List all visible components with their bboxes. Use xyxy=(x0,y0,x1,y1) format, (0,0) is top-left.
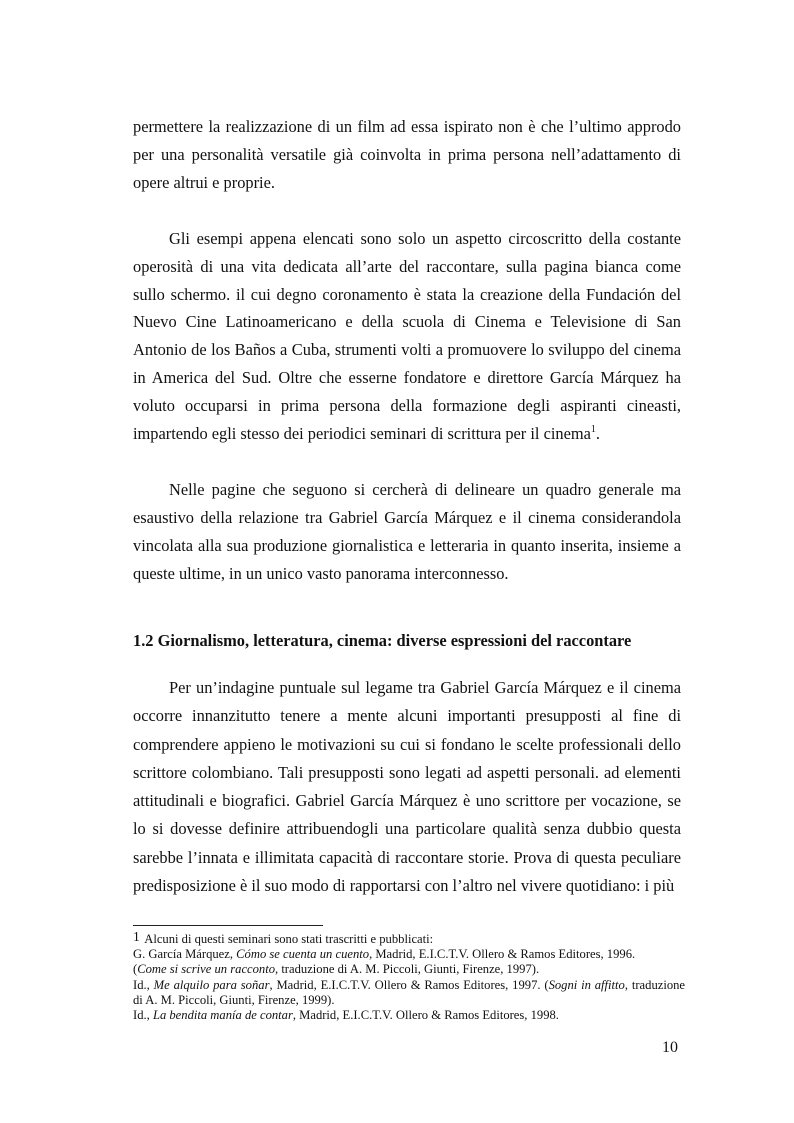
entry-1-title: Cómo se cuenta un cuento xyxy=(236,947,370,962)
footnote-entry-1 xyxy=(133,947,685,977)
entry-2-publication: , Madrid, E.I.C.T.V. Ollero & Ramos Editores, 1997. ( xyxy=(269,977,549,992)
entry-3-author: Id., xyxy=(133,1008,153,1023)
entry-1-open: ( xyxy=(133,962,138,977)
paragraph-continued: permettere la realizzazione di un film ad essa ispirato non è che l’ultimo approdo per una personalità versatile già coinvolta in prima persona nell’adattamento di opere altrui e proprie. xyxy=(133,117,681,192)
footnote-entry-3 xyxy=(133,1008,685,1023)
entry-2-author: Id., xyxy=(133,977,154,992)
section-heading: 1.2 Giornalismo, letteratura, cinema: diverse espressioni del raccontare xyxy=(133,631,632,650)
footnote-marker[interactable]: 1 xyxy=(590,424,596,436)
footnote-number: 1 xyxy=(133,929,140,944)
footnotes xyxy=(133,929,685,1023)
page-number: 10 xyxy=(662,1039,678,1056)
entry-1-author: G. García Márquez, xyxy=(133,947,237,962)
entry-2-translation-info: , traduzione di A. M. Piccoli, Giunti, Firenze, 1999). xyxy=(133,977,686,1007)
entry-3-publication: , Madrid, E.I.C.T.V. Ollero & Ramos Editores, 1998. xyxy=(292,1008,559,1023)
entry-2-title: Me alquilo para soñar xyxy=(153,977,270,992)
paragraph-seminars-end: . xyxy=(595,424,600,444)
footnote-entry-2 xyxy=(133,978,685,1008)
paragraph-seminars-text: Gli esempi appena elencati sono solo un aspetto circoscritto della costante operosità di una vita dedicata all’arte del raccontare, sulla pagina bianca come sullo schermo. il cui degno coronamento è stata la creazione della Fundación del Nuevo Cine Latinoamericano e della scuola di Cinema e Televisione di San Antonio de los Baños a Cuba, strumenti volti a promuovere lo sviluppo del cinema in America del Sud. Oltre che esserne fondatore e direttore García Márquez ha voluto occuparsi in prima persona della formazione degli aspiranti cineasti, impartendo egli stesso dei periodici seminari di scrittura per il cinema xyxy=(133,228,681,444)
entry-3-title: La bendita manía de contar xyxy=(152,1008,293,1023)
entry-2-translation-title: Sogni in affitto xyxy=(548,977,625,992)
footnote-intro xyxy=(133,929,685,947)
entry-1-translation-info: , traduzione di A. M. Piccoli, Giunti, Firenze, 1997). xyxy=(275,962,540,977)
footnote-intro-text: Alcuni di questi seminari sono stati trascritti e pubblicati: xyxy=(144,932,434,946)
body-text-block xyxy=(133,113,681,588)
paragraph-section-intro: Per un’indagine puntuale sul legame tra Gabriel García Márquez e il cinema occorre innanzitutto tenere a mente alcuni importanti presupposti al fine di comprendere appieno le motivazioni su cui si fondano le scelte professionali dello scrittore colombiano. Tali presupposti sono legati ad aspetti personali. ad elementi attitudinali e biografici. Gabriel García Márquez è uno scrittore per vocazione, se lo si dovesse definire attribuendogli una particolare qualità senza dubbio questa sarebbe l’innata e illimitata capacità di raccontare storie. Prova di questa peculiare predisposizione è il suo modo di rapportarsi con l’altro nel vivere quotidiano: i più xyxy=(133,678,681,896)
entry-1-translation-title: Come si scrive un racconto xyxy=(137,962,276,977)
entry-1-publication: , Madrid, E.I.C.T.V. Ollero & Ramos Editores, 1996. xyxy=(369,947,636,962)
footnote-separator xyxy=(133,925,323,926)
section-body xyxy=(133,674,681,900)
paragraph-seminars xyxy=(133,225,681,448)
paragraph-outline: Nelle pagine che seguono si cercherà di delineare un quadro generale ma esaustivo della relazione tra Gabriel García Márquez e il cinema considerandola vincolata alla sua produzione giornalistica e letteraria in quanto inserita, insieme a queste ultime, in un unico vasto panorama interconnesso. xyxy=(133,479,681,583)
